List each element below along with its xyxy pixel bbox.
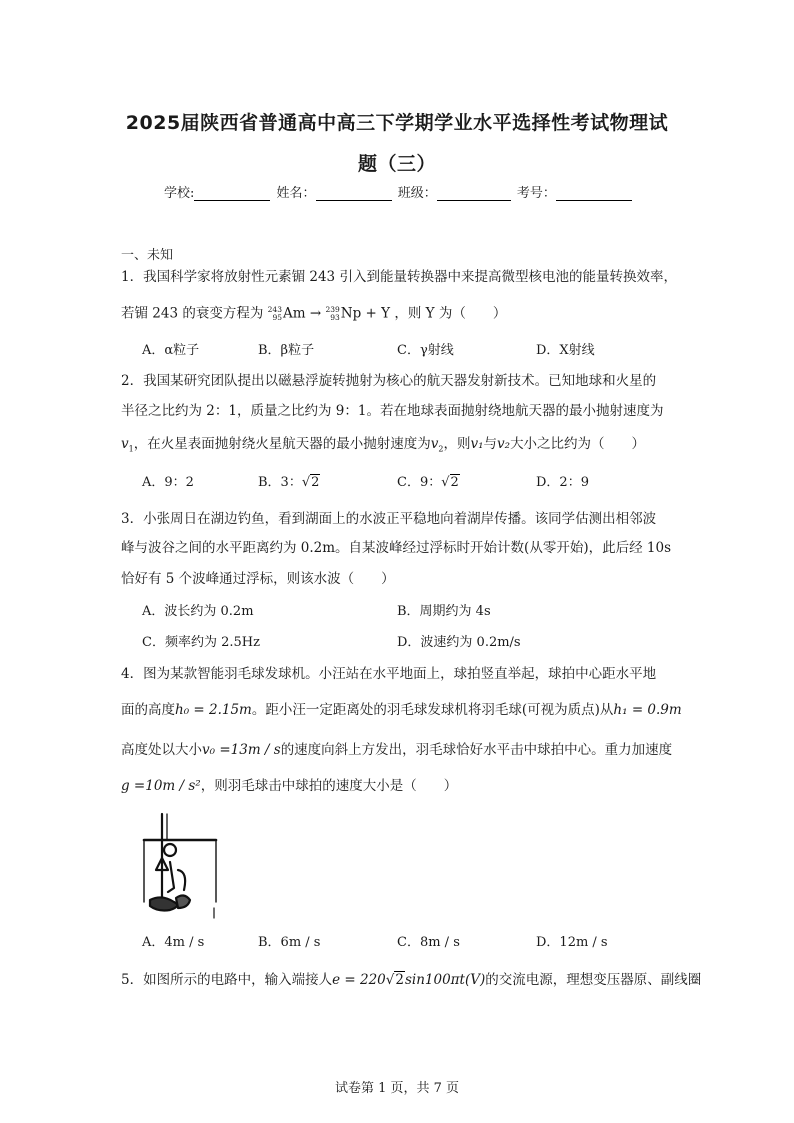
section-heading: 一、未知 <box>121 248 174 263</box>
h1-formula: h₁ = 0.9m <box>613 702 682 718</box>
emf-formula-a: e = 220 <box>332 972 386 988</box>
q1-line2-pre: 若镅 243 的衰变方程为 <box>121 305 264 322</box>
v2-subscript: 2 <box>438 444 444 454</box>
decay-arrow: → <box>309 305 322 322</box>
v2-ref: v₂ <box>497 436 511 452</box>
np-charge: 93 <box>330 313 340 322</box>
q4-option-c[interactable]: C．8m / s <box>397 935 460 950</box>
q3-option-a[interactable]: A．波长约为 0.2m <box>142 604 254 619</box>
q4-line3-b: 的速度向斜上方发出，羽毛球恰好水平击中球拍中心。重力加速度 <box>280 742 673 758</box>
v1-symbol: v <box>121 436 129 452</box>
q3-option-b[interactable]: B．周期约为 4s <box>397 604 491 619</box>
q5-line1-a: 5．如图所示的电路中，输入端接人 <box>121 972 333 988</box>
wheel-shape <box>176 895 190 908</box>
school-label: 学校: <box>164 186 195 201</box>
class-label: 班级： <box>397 186 437 201</box>
q5-line1 <box>121 974 701 988</box>
q3-option-c[interactable]: C．频率约为 2.5Hz <box>142 635 260 650</box>
exam-title-line2: 题（三） <box>357 153 436 175</box>
q1-option-b[interactable]: B．β粒子 <box>258 343 315 358</box>
q2-option-a[interactable]: A．9：2 <box>142 475 194 490</box>
class-blank[interactable] <box>437 186 511 201</box>
name-blank[interactable] <box>316 186 392 201</box>
q2-line3-h: 大小之比约为（ ） <box>510 436 646 452</box>
q2-option-b-text: B．3： <box>258 475 302 490</box>
q4-line4-text: ，则羽毛球击中球拍的速度大小是（ ） <box>200 778 458 794</box>
q4-line4 <box>121 780 457 794</box>
exam-no-label: 考号： <box>516 186 556 201</box>
q3-line1: 3．小张周日在湖边钓鱼，看到湖面上的水波正平稳地向着湖岸传播。该同学估测出相邻波 <box>121 511 657 527</box>
q2-option-b-radicand: 2 <box>311 475 320 490</box>
exam-no-blank[interactable] <box>556 186 632 201</box>
q4-line2-a: 面的高度 <box>121 702 175 718</box>
exam-title-line1: 2025届陕西省普通高中高三下学期学业水平选择性考试物理试 <box>125 112 669 134</box>
q2-option-d[interactable]: D．2：9 <box>536 475 589 490</box>
q1-line1: 1．我国科学家将放射性元素镅 243 引入到能量转换器中来提高微型核电池的能量转换效率， <box>121 269 677 285</box>
q2-line2: 半径之比约为 2：1，质量之比约为 9：1。若在地球表面抛射绕地航天器的最小抛射速度为 <box>121 403 664 419</box>
q4-line2-b: 。距小汪一定距离处的羽毛球发球机将羽毛球(可视为质点)从 <box>251 702 614 718</box>
h0-formula: h₀ = 2.15m <box>175 702 252 718</box>
g-formula: g =10m / s² <box>121 778 201 794</box>
arm-link-path <box>168 862 174 892</box>
sqrt-icon: √2 <box>385 972 404 988</box>
badminton-machine-figure <box>140 810 220 922</box>
q4-option-b[interactable]: B．6m / s <box>258 935 321 950</box>
q2-line3 <box>121 438 645 454</box>
school-blank[interactable] <box>194 186 270 201</box>
q4-line3-a: 高度处以大小 <box>121 742 202 758</box>
v0-formula: v₀ =13m / s <box>202 742 281 758</box>
am-charge: 95 <box>272 313 282 322</box>
launcher-tube-path <box>178 870 185 890</box>
q4-line2 <box>121 704 682 718</box>
q3-option-d[interactable]: D．波速约为 0.2m/s <box>397 635 521 650</box>
neptunium-nuclide <box>325 306 390 322</box>
q2-option-c[interactable] <box>397 476 460 489</box>
v1-ref: v₁ <box>470 436 484 452</box>
q1-option-c[interactable]: C．γ射线 <box>397 343 454 358</box>
americium-nuclide <box>268 306 306 322</box>
np-mass: 239 <box>325 305 340 314</box>
q2-option-b[interactable] <box>258 476 320 489</box>
q3-line3: 恰好有 5 个波峰通过浮标，则该水波（ ） <box>121 571 395 587</box>
emf-radicand: 2 <box>395 972 404 988</box>
q1-line2 <box>121 306 506 322</box>
q3-line2: 峰与波谷之间的水平距离约为 0.2m。自某波峰经过浮标时开始计数(从零开始)，此后经 10s <box>121 540 671 556</box>
q4-option-a[interactable]: A．4m / s <box>142 935 205 950</box>
am-mass: 243 <box>267 305 282 314</box>
q2-line3-f: 与 <box>483 436 498 452</box>
emf-formula-b: sin100πt(V) <box>404 972 486 988</box>
student-info-line <box>164 182 634 201</box>
page-footer: 试卷第 1 页，共 7 页 <box>334 1081 460 1096</box>
q2-line1: 2．我国某研究团队提出以磁悬浮旋转抛射为核心的航天器发射新技术。已知地球和火星的 <box>121 373 657 389</box>
q1-option-d[interactable]: D．X射线 <box>536 343 595 358</box>
q2-line3-b: ，在火星表面抛射绕火星航天器的最小抛射速度为 <box>133 436 431 452</box>
v2-symbol: v <box>430 436 439 452</box>
q4-option-d[interactable]: D．12m / s <box>536 935 608 950</box>
v1-subscript: 1 <box>128 444 134 454</box>
q2-option-c-radicand: 2 <box>450 475 459 490</box>
np-symbol: Np + Y <box>340 305 391 322</box>
q1-line2-post: ，则 Y 为（ ） <box>394 305 507 322</box>
am-symbol: Am <box>282 305 306 322</box>
q1-option-a[interactable]: A．α粒子 <box>142 343 200 358</box>
q4-line1: 4．图为某款智能羽毛球发球机。小汪站在水平地面上，球拍竖直举起，球拍中心距水平地 <box>121 666 657 682</box>
q2-option-c-text: C．9： <box>397 475 442 490</box>
pivot-circle <box>164 844 176 856</box>
q4-line3 <box>121 744 672 758</box>
name-label: 姓名： <box>276 186 316 201</box>
q5-line1-b: 的交流电源，理想变压器原、副线圈 <box>485 972 702 988</box>
q2-line3-d: ，则 <box>443 436 471 452</box>
sqrt-icon: √2 <box>301 475 320 490</box>
base-shape <box>150 897 177 910</box>
sqrt-icon: √2 <box>441 475 459 490</box>
